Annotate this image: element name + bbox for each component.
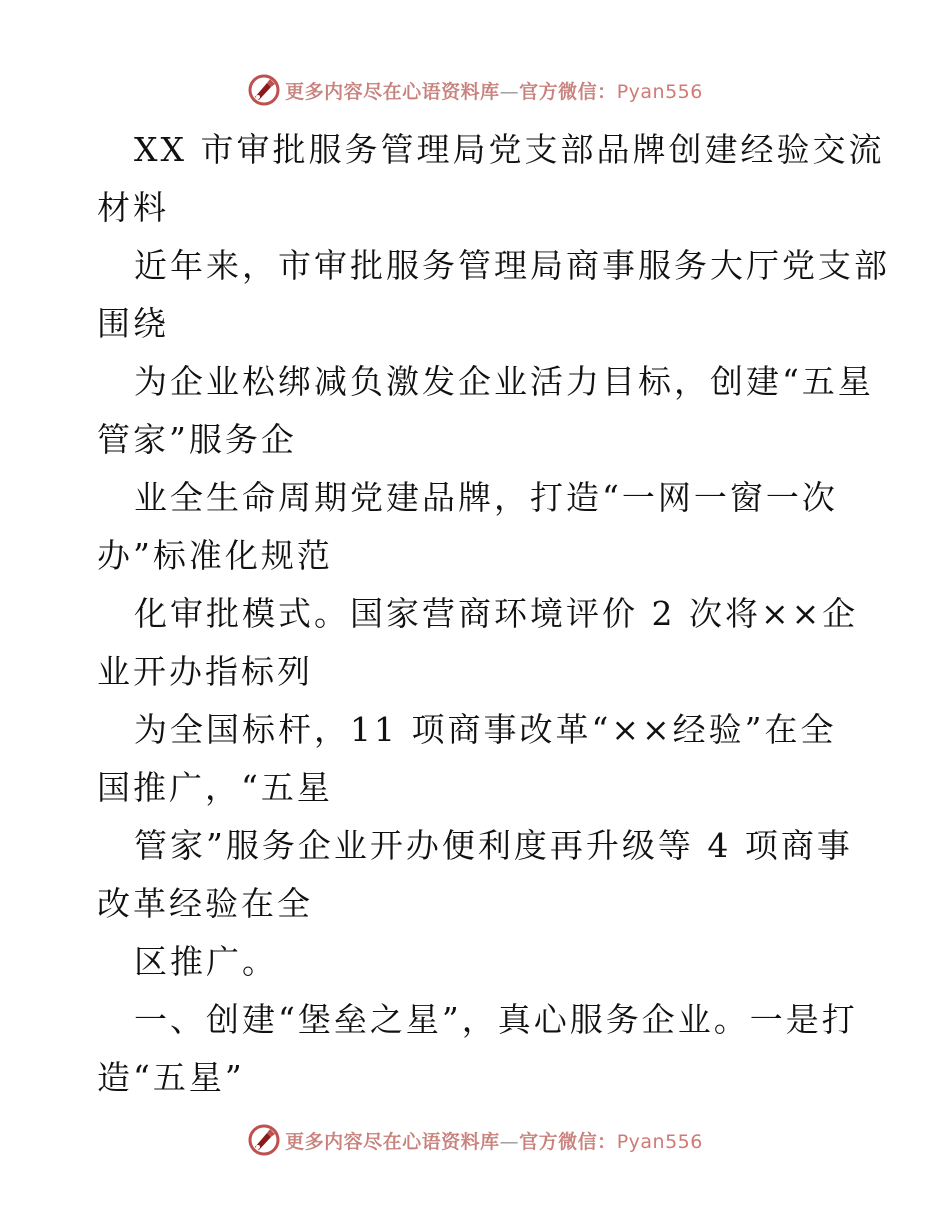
watermark-label: 官方微信： <box>519 80 617 103</box>
doc-line: 为企业松绑减负激发企业活力目标，创建“五星 <box>134 362 874 401</box>
doc-title-line-2: 材料 <box>97 188 169 227</box>
doc-line: 业开办指标列 <box>97 652 313 691</box>
doc-line: 为全国标杆，11 项商事改革“××经验”在全 <box>134 710 837 749</box>
doc-line: 化审批模式。国家营商环境评价 2 次将××企 <box>134 594 859 633</box>
footer-watermark <box>0 1120 950 1160</box>
watermark-id: Pyan556 <box>616 80 703 103</box>
watermark-text <box>285 1127 703 1154</box>
doc-line: 造“五星” <box>97 1058 245 1097</box>
doc-line: 业全生命周期党建品牌，打造“一网一窗一次 <box>134 478 838 517</box>
watermark-main: 更多内容尽在心语资料库 <box>285 80 500 103</box>
doc-line: 国推广，“五星 <box>97 768 333 807</box>
doc-line: 围绕 <box>97 304 169 343</box>
doc-line: 办”标准化规范 <box>97 536 333 575</box>
watermark-separator: — <box>499 80 520 103</box>
doc-line: 管家”服务企 <box>97 420 297 459</box>
doc-line: 区推广。 <box>134 942 278 981</box>
watermark-label: 官方微信： <box>519 1130 617 1153</box>
doc-line: 改革经验在全 <box>97 884 313 923</box>
doc-section-heading: 一、创建“堡垒之星”，真心服务企业。一是打 <box>134 1000 858 1039</box>
doc-line: 近年来，市审批服务管理局商事服务大厅党支部 <box>134 246 890 285</box>
watermark-id: Pyan556 <box>616 1130 703 1153</box>
pen-logo-icon <box>247 1123 281 1157</box>
doc-line: 管家”服务企业开办便利度再升级等 4 项商事 <box>134 826 853 865</box>
watermark-separator: — <box>499 1130 520 1153</box>
watermark-main: 更多内容尽在心语资料库 <box>285 1130 500 1153</box>
doc-title-line-1: XX 市审批服务管理局党支部品牌创建经验交流 <box>134 130 885 169</box>
